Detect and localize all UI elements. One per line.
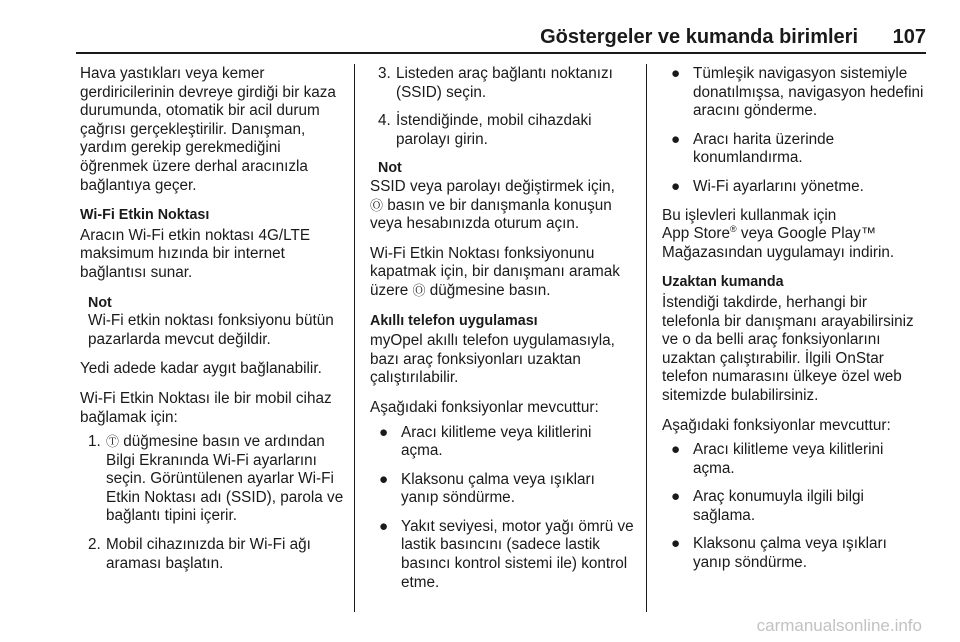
column-1 xyxy=(80,65,346,583)
column-3 xyxy=(662,65,928,583)
list-item xyxy=(378,112,636,149)
list-text: Aracı harita üzerinde konumlandırma. xyxy=(693,130,835,167)
note-text xyxy=(370,178,636,234)
onstar-button-icon: Ⓞ xyxy=(412,282,426,298)
bullet-list xyxy=(662,65,928,197)
note-label: Not xyxy=(378,160,402,177)
bullet-icon: ● xyxy=(379,517,389,535)
list-text: Mobil cihazınızda bir Wi-Fi ağı araması başlatın. xyxy=(106,536,311,572)
list-item xyxy=(662,65,928,121)
list-item xyxy=(662,488,928,525)
bullet-icon: ● xyxy=(671,441,681,459)
bullet-list xyxy=(370,424,636,593)
paragraph-part: veya Google Play™ xyxy=(736,225,877,243)
paragraph: Aşağıdaki fonksiyonlar mevcuttur: xyxy=(662,416,891,434)
header-rule xyxy=(76,52,926,54)
onstar-button-icon: Ⓞ xyxy=(370,197,384,213)
paragraph-part: düğmesine basın. xyxy=(425,281,551,299)
section-heading: Uzaktan kumanda xyxy=(662,274,784,291)
bullet-icon: ● xyxy=(671,65,681,82)
list-item xyxy=(662,535,928,572)
paragraph: Yedi adede kadar aygıt bağlanabilir. xyxy=(80,360,322,378)
note-text-part: basın ve bir danışmanla konuşun veya hesabınızda oturum açın. xyxy=(370,196,612,233)
column-2 xyxy=(370,65,636,602)
list-text: Listeden araç bağlantı noktanızı (SSID) seçin. xyxy=(396,65,613,101)
note-label: Not xyxy=(88,294,112,311)
registered-mark: ® xyxy=(730,224,737,235)
watermark: carmanualsonline.info xyxy=(756,616,922,635)
list-item xyxy=(370,471,636,508)
column-divider xyxy=(354,64,355,612)
column-divider xyxy=(646,64,647,612)
page-number: 107 xyxy=(892,26,926,48)
numbered-list xyxy=(88,433,346,573)
list-text: İstendiğinde, mobil cihazdaki parolayı girin. xyxy=(396,112,592,148)
paragraph: Aşağıdaki fonksiyonlar mevcuttur: xyxy=(370,398,599,416)
page-header xyxy=(76,20,926,54)
section-heading: Wi-Fi Etkin Noktası xyxy=(80,207,210,224)
section-heading: Akıllı telefon uygulaması xyxy=(370,312,538,329)
bullet-icon: ● xyxy=(671,488,681,506)
paragraph: Wi-Fi Etkin Noktası ile bir mobil cihaz bağlamak için: xyxy=(80,389,332,426)
note-text-part: SSID veya parolayı değiştirmek için, xyxy=(370,177,615,195)
bullet-icon: ● xyxy=(379,423,389,441)
paragraph: myOpel akıllı telefon uygulamasıyla, bazı araç fonksiyonları uzaktan çalıştırılabilir. xyxy=(370,332,615,387)
bullet-icon: ● xyxy=(671,130,681,148)
list-text: Wi-Fi ayarlarını yönetme. xyxy=(693,177,864,195)
list-text: Tümleşik navigasyon sistemiyle donatılmışsa, navigasyon hedefini aracını gönderme. xyxy=(693,65,924,120)
paragraph-part: Wi-Fi Etkin Noktası fonksiyonunu kapatmak için, bir danışmanı aramak üzere xyxy=(370,244,620,299)
list-number: 3. xyxy=(378,65,391,82)
paragraph: İstendiği takdirde, herhangi bir telefonla bir danışmanı arayabilirsiniz ve o da belli araç fonksiyonlarını uzaktan çalıştırabilir. İlgili OnStar telefon numarasını ülkeye özel web sitemizde bulabilirsiniz. xyxy=(662,293,914,404)
numbered-list xyxy=(378,65,636,149)
paragraph xyxy=(370,245,636,301)
bullet-icon: ● xyxy=(379,470,389,488)
note-box xyxy=(370,159,636,233)
telematics-button-icon: Ⓣ xyxy=(106,434,120,450)
list-item xyxy=(88,536,346,573)
list-item xyxy=(662,441,928,478)
list-text: Klaksonu çalma veya ışıkları yanıp söndürme. xyxy=(401,470,595,507)
bullet-icon: ● xyxy=(671,177,681,195)
list-item xyxy=(378,65,636,102)
list-item xyxy=(662,178,928,197)
page-title: Göstergeler ve kumanda birimleri xyxy=(540,26,858,48)
paragraph-part: App Store xyxy=(662,225,731,243)
note-box xyxy=(88,294,346,350)
list-text: Aracı kilitleme veya kilitlerini açma. xyxy=(693,441,884,477)
list-item xyxy=(88,433,346,526)
list-number: 2. xyxy=(88,536,101,554)
list-text: Klaksonu çalma veya ışıkları yanıp söndürme. xyxy=(693,535,887,572)
list-text: düğmesine basın ve ardından Bilgi Ekranında Wi-Fi ayarlarını seçin. Görüntülenen ayarlar Wi-Fi Etkin Noktası adı (SSID), parola ve bağlantı tipini içerir. xyxy=(106,433,344,525)
paragraph: Hava yastıkları veya kemer gerdiricilerinin devreye girdiği bir kaza durumunda, otomatik bir acil durum çağrısı gerçekleştirilir. Danışman, yardım gerekip gerekmediğini öğrenmek üzere derhal aracınızla bağlantıya geçer. xyxy=(80,65,336,194)
bullet-icon: ● xyxy=(671,535,681,553)
bullet-list xyxy=(662,441,928,573)
list-text: Aracı kilitleme veya kilitlerini açma. xyxy=(401,423,592,460)
list-text: Yakıt seviyesi, motor yağı ömrü ve lastik basıncını (sadece lastik basıncı kontrol sistemi ile) kontrol etme. xyxy=(401,517,634,591)
list-item xyxy=(662,131,928,168)
paragraph-part: Mağazasından uygulamayı indirin. xyxy=(662,243,895,261)
list-number: 1. xyxy=(88,433,101,451)
paragraph-part: Bu işlevleri kullanmak için xyxy=(662,206,837,224)
list-number: 4. xyxy=(378,112,391,130)
list-text: Araç konumuyla ilgili bilgi sağlama. xyxy=(693,488,864,524)
paragraph: Aracın Wi-Fi etkin noktası 4G/LTE maksimum hızında bir internet bağlantısı sunar. xyxy=(80,226,311,281)
note-text: Wi-Fi etkin noktası fonksiyonu bütün pazarlarda mevcut değildir. xyxy=(88,312,334,348)
list-item xyxy=(370,518,636,592)
paragraph xyxy=(662,207,928,263)
list-item xyxy=(370,424,636,461)
